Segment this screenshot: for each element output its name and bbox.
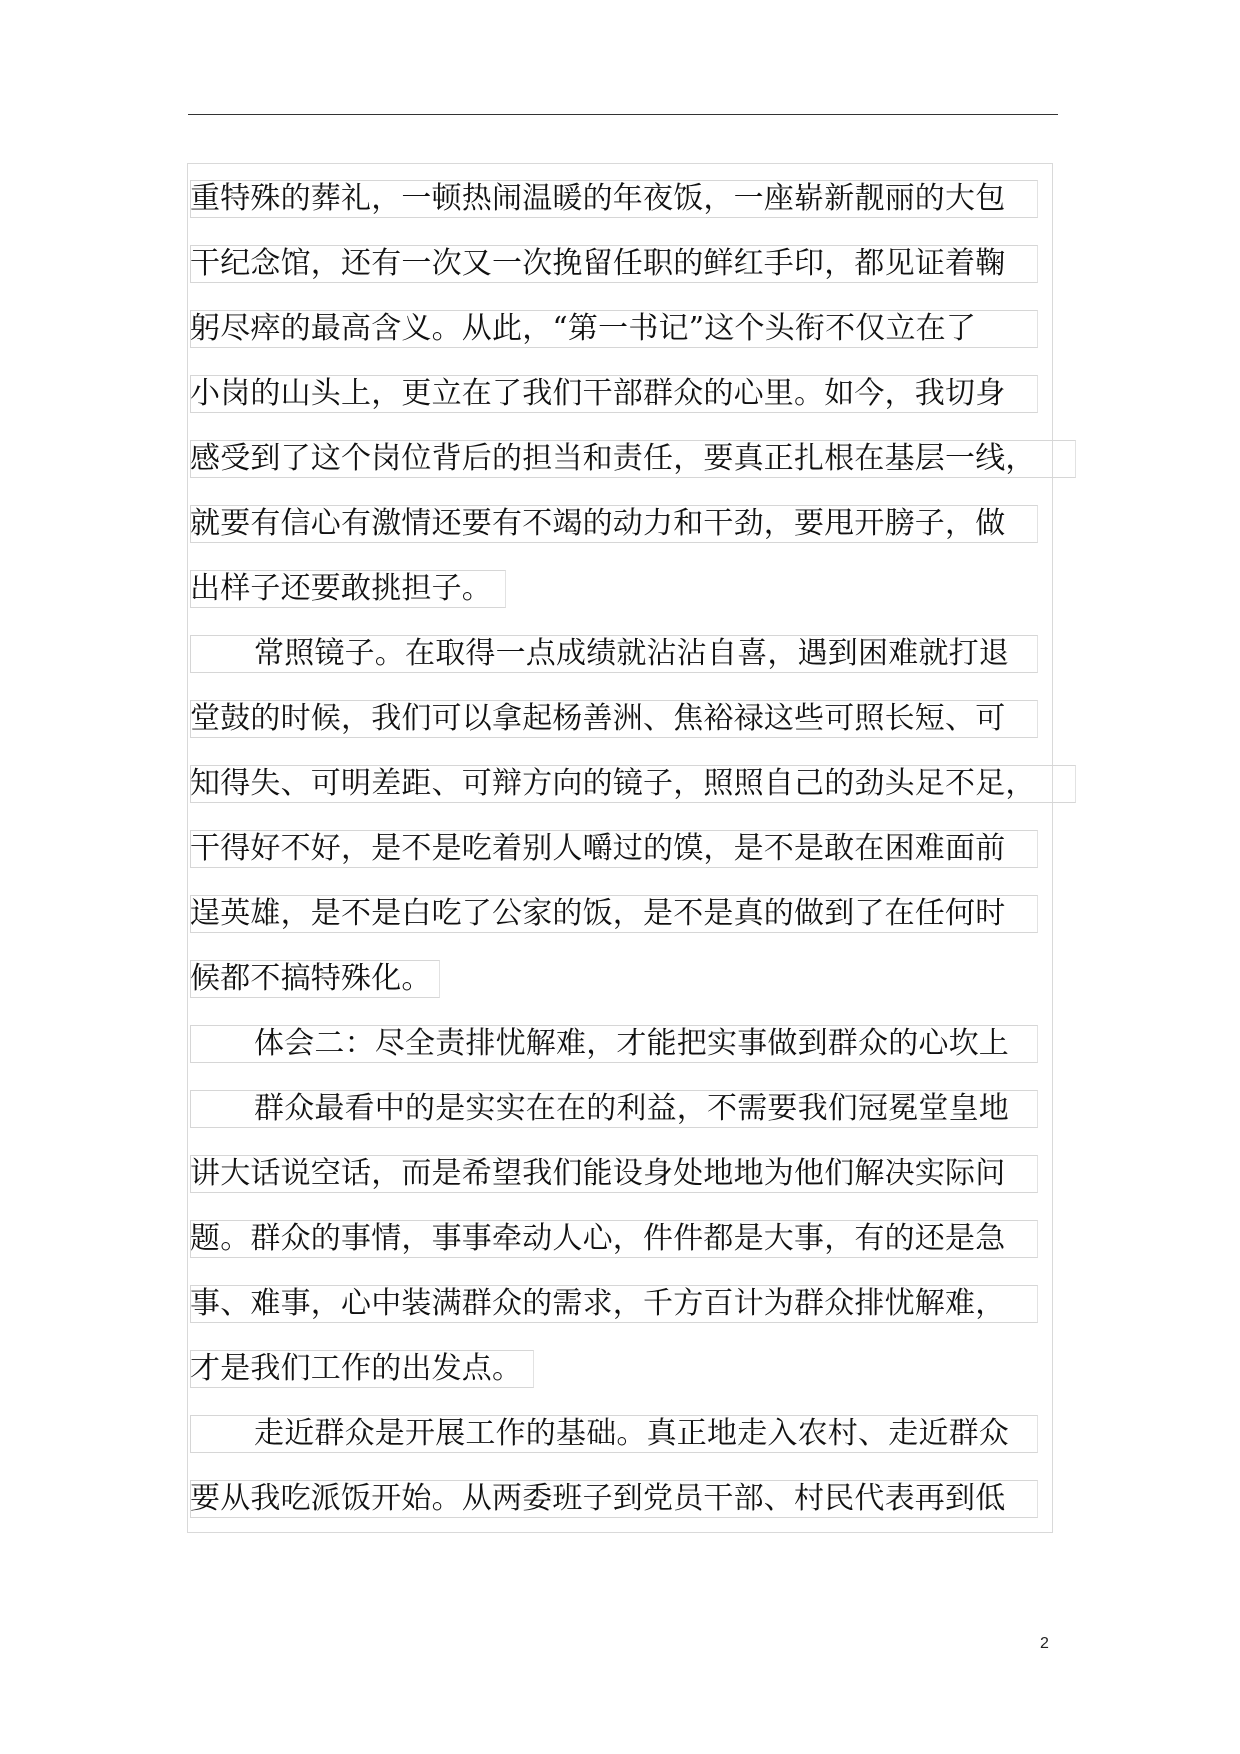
page-number: 2 <box>1040 1635 1049 1652</box>
text-line: 堂鼓的时候，我们可以拿起杨善洲、焦裕禄这些可照长短、可 <box>190 700 1005 738</box>
text-line: 重特殊的葬礼，一顿热闹温暖的年夜饭，一座崭新靓丽的大包 <box>190 180 1005 218</box>
text-line: 要从我吃派饭开始。从两委班子到党员干部、村民代表再到低 <box>190 1480 1005 1518</box>
header-rule <box>188 114 1058 115</box>
paragraph-first-line: 走近群众是开展工作的基础。真正地走入农村、走近群众 <box>190 1415 1009 1453</box>
text-line: 就要有信心有激情还要有不竭的动力和干劲，要甩开膀子，做 <box>190 505 1005 543</box>
text-line: 知得失、可明差距、可辩方向的镜子，照照自己的劲头足不足， <box>190 765 1036 803</box>
section-heading: 体会二：尽全责排忧解难，才能把实事做到群众的心坎上 <box>190 1025 1009 1063</box>
text-line: 题。群众的事情，事事牵动人心，件件都是大事，有的还是急 <box>190 1220 1005 1258</box>
paragraph-first-line: 群众最看中的是实实在在的利益，不需要我们冠冕堂皇地 <box>190 1090 1009 1128</box>
paragraph-first-line: 常照镜子。在取得一点成绩就沾沾自喜，遇到困难就打退 <box>190 635 1009 673</box>
text-line: 讲大话说空话，而是希望我们能设身处地地为他们解决实际问 <box>190 1155 1005 1193</box>
text-line: 感受到了这个岗位背后的担当和责任，要真正扎根在基层一线， <box>190 440 1036 478</box>
text-line: 出样子还要敢挑担子。 <box>190 570 492 608</box>
text-line: 干纪念馆，还有一次又一次挽留任职的鲜红手印，都见证着鞠 <box>190 245 1005 283</box>
text-line: 逞英雄，是不是白吃了公家的饭，是不是真的做到了在任何时 <box>190 895 1005 933</box>
text-line: 躬尽瘁的最高含义。从此，“第一书记”这个头衔不仅立在了 <box>190 310 976 348</box>
text-line: 事、难事，心中装满群众的需求，千方百计为群众排忧解难， <box>190 1285 1005 1323</box>
text-line: 干得好不好，是不是吃着别人嚼过的馍，是不是敢在困难面前 <box>190 830 1005 868</box>
text-line: 候都不搞特殊化。 <box>190 960 432 998</box>
text-line: 才是我们工作的出发点。 <box>190 1350 522 1388</box>
text-line: 小岗的山头上，更立在了我们干部群众的心里。如今，我切身 <box>190 375 1005 413</box>
